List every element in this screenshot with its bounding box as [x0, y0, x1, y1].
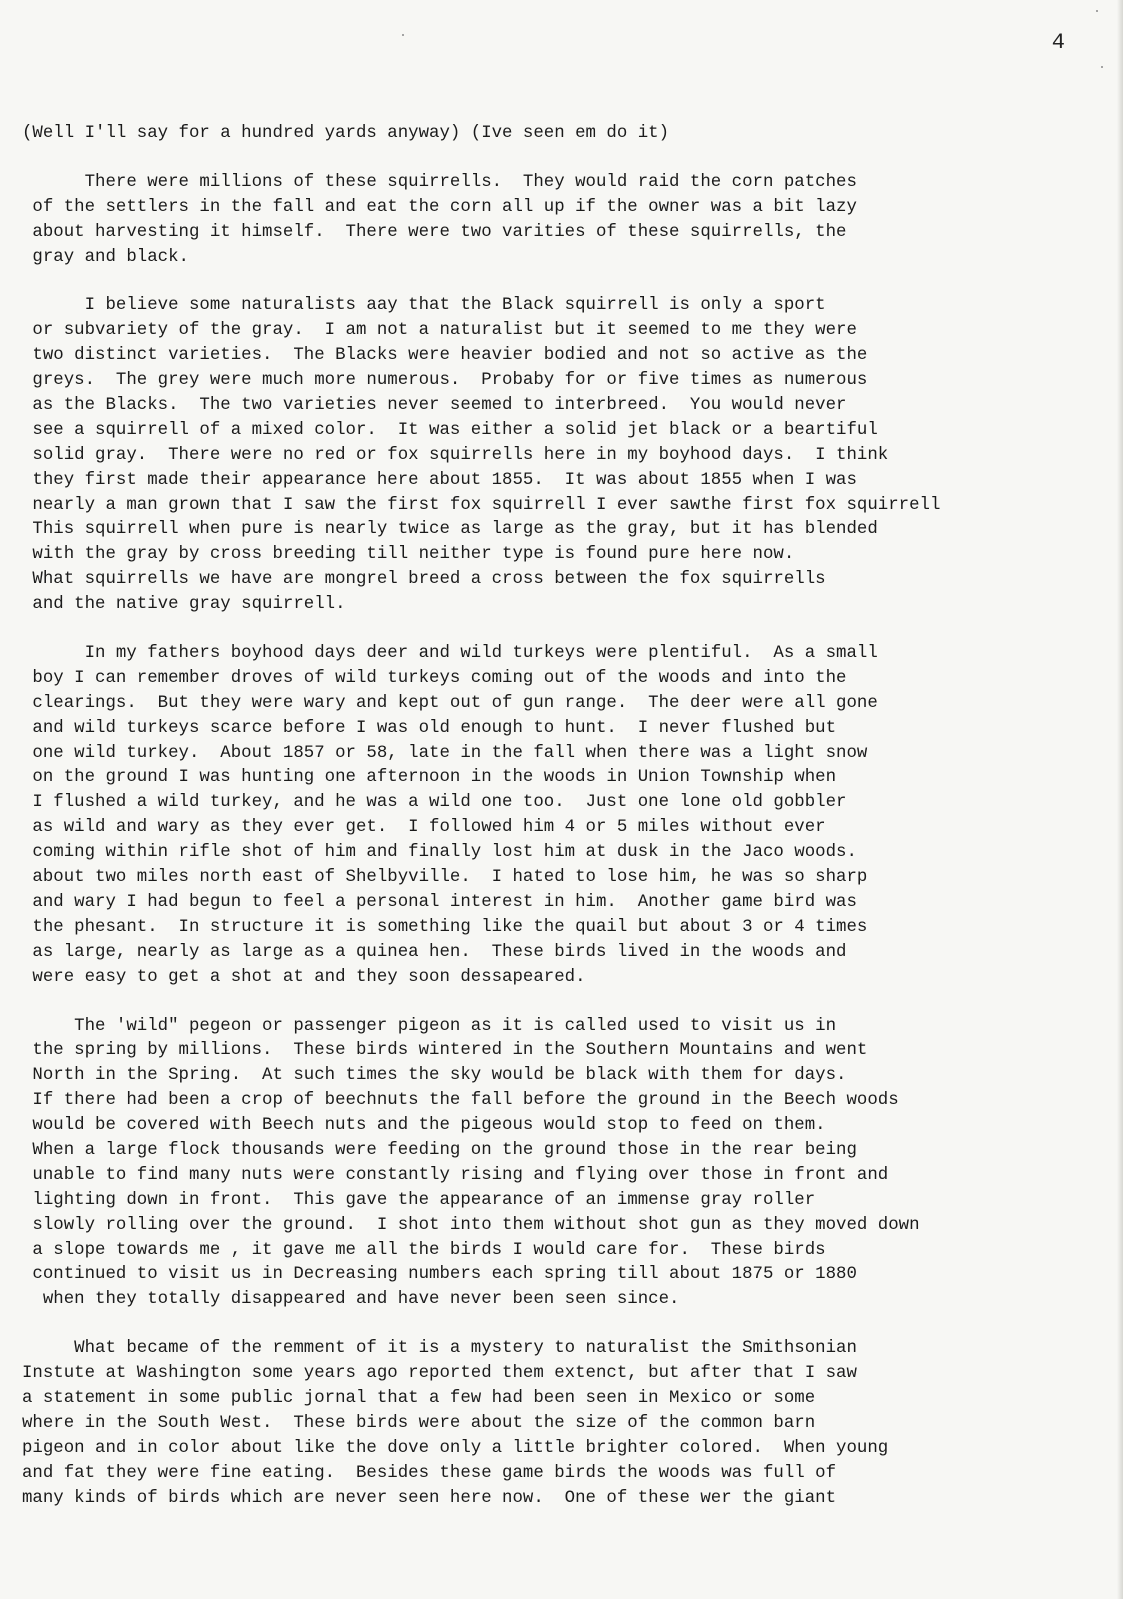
text-line: boy I can remember droves of wild turkeys coming out of the woods and into the: [22, 668, 847, 688]
text-line: or subvariety of the gray. I am not a naturalist but it seemed to me they were: [22, 321, 857, 341]
text-line: and wild turkeys scarce before I was old enough to hunt. I never flushed but: [22, 718, 837, 738]
scan-speck: [402, 34, 404, 36]
text-line: North in the Spring. At such times the sky would be black with them for days.: [22, 1066, 847, 1086]
text-line: were easy to get a shot at and they soon dessapeared.: [22, 967, 586, 987]
text-line: as large, nearly as large as a quinea hen. These birds lived in the woods and: [22, 942, 847, 962]
text-line: and wary I had begun to feel a personal interest in him. Another game bird was: [22, 892, 857, 912]
paragraph-gap: [22, 1313, 1102, 1337]
text-line: on the ground I was hunting one afternoon in the woods in Union Township when: [22, 768, 837, 788]
page-number: 4: [1051, 30, 1065, 55]
text-line: about harvesting it himself. There were two varities of these squirrells, the: [22, 222, 847, 242]
text-line: a statement in some public jornal that a few had been seen in Mexico or some: [22, 1388, 816, 1408]
text-line: If there had been a crop of beechnuts the fall before the ground in the Beech woods: [22, 1091, 899, 1111]
text-line: where in the South West. These birds were about the size of the common barn: [22, 1413, 816, 1433]
text-line: There were millions of these squirrells. They would raid the corn patches: [22, 172, 857, 192]
text-line: clearings. But they were wary and kept out of gun range. The deer were all gone: [22, 693, 878, 713]
text-line: of the settlers in the fall and eat the corn all up if the owner was a bit lazy: [22, 197, 857, 217]
text-line: I believe some naturalists aay that the Black squirrell is only a sport: [22, 296, 826, 316]
text-line: the phesant. In structure it is something like the quail but about 3 or 4 times: [22, 917, 868, 937]
text-line: What squirrells we have are mongrel breed a cross between the fox squirrells: [22, 570, 826, 590]
text-line: In my fathers boyhood days deer and wild turkeys were plentiful. As a small: [22, 644, 878, 664]
paragraph-gap: [22, 991, 1102, 1015]
text-line: (Well I'll say for a hundred yards anyway) (Ive seen em do it): [22, 124, 670, 143]
scan-speck: [1101, 66, 1103, 68]
text-line: with the gray by cross breeding till neither type is found pure here now.: [22, 545, 795, 565]
page-edge-shadow: [1117, 0, 1123, 1599]
text-line: lighting down in front. This gave the appearance of an immense gray roller: [22, 1190, 816, 1210]
text-line: many kinds of birds which are never seen here now. One of these wer the giant: [22, 1488, 837, 1508]
text-line: unable to find many nuts were constantly rising and flying over those in front and: [22, 1165, 889, 1185]
text-line: as the Blacks. The two varieties never seemed to interbreed. You would never: [22, 396, 847, 416]
text-line: as wild and wary as they ever get. I followed him 4 or 5 miles without ever: [22, 818, 826, 838]
text-line: What became of the remment of it is a mystery to naturalist the Smithsonian: [22, 1339, 857, 1359]
text-line: slowly rolling over the ground. I shot into them without shot gun as they moved down: [22, 1215, 920, 1235]
paragraph-gap: [22, 270, 1102, 294]
text-line: about two miles north east of Shelbyville. I hated to lose him, he was so sharp: [22, 868, 868, 888]
text-line: nearly a man grown that I saw the first fox squirrell I ever sawthe first fox squirrell: [22, 495, 941, 515]
text-line: and the native gray squirrell.: [22, 595, 346, 615]
paragraph-gap: [22, 618, 1102, 642]
text-line: see a squirrell of a mixed color. It was either a solid jet black or a beartiful: [22, 420, 878, 440]
text-line: would be covered with Beech nuts and the pigeous would stop to feed on them.: [22, 1116, 826, 1136]
text-line: one wild turkey. About 1857 or 58, late in the fall when there was a light snow: [22, 743, 868, 763]
text-line: when they totally disappeared and have never been seen since.: [22, 1290, 680, 1310]
text-line: When a large flock thousands were feeding on the ground those in the rear being: [22, 1140, 857, 1160]
text-line: the spring by millions. These birds wintered in the Southern Mountains and went: [22, 1041, 868, 1061]
text-line: two distinct varieties. The Blacks were heavier bodied and not so active as the: [22, 346, 868, 366]
text-line: pigeon and in color about like the dove only a little brighter colored. When young: [22, 1438, 889, 1458]
text-line: coming within rifle shot of him and finally lost him at dusk in the Jaco woods.: [22, 843, 857, 863]
scan-speck: [1096, 10, 1098, 12]
text-line: The 'wild" pegeon or passenger pigeon as it is called used to visit us in: [22, 1016, 837, 1036]
text-line: solid gray. There were no red or fox squirrells here in my boyhood days. I think: [22, 445, 889, 465]
typed-text-body: [22, 122, 1102, 1511]
text-line: and fat they were fine eating. Besides these game birds the woods was full of: [22, 1463, 837, 1483]
text-line: greys. The grey were much more numerous. Probaby for or five times as numerous: [22, 371, 868, 391]
text-line: they first made their appearance here about 1855. It was about 1855 when I was: [22, 470, 857, 490]
paragraph-gap: [22, 147, 1102, 171]
text-line: a slope towards me , it gave me all the birds I would care for. These birds: [22, 1240, 826, 1260]
text-line: I flushed a wild turkey, and he was a wild one too. Just one lone old gobbler: [22, 793, 847, 813]
text-line: Instute at Washington some years ago reported them extenct, but after that I saw: [22, 1364, 857, 1384]
text-line: This squirrell when pure is nearly twice as large as the gray, but it has blended: [22, 520, 878, 540]
text-line: continued to visit us in Decreasing numbers each spring till about 1875 or 1880: [22, 1265, 857, 1285]
text-line: gray and black.: [22, 247, 189, 267]
